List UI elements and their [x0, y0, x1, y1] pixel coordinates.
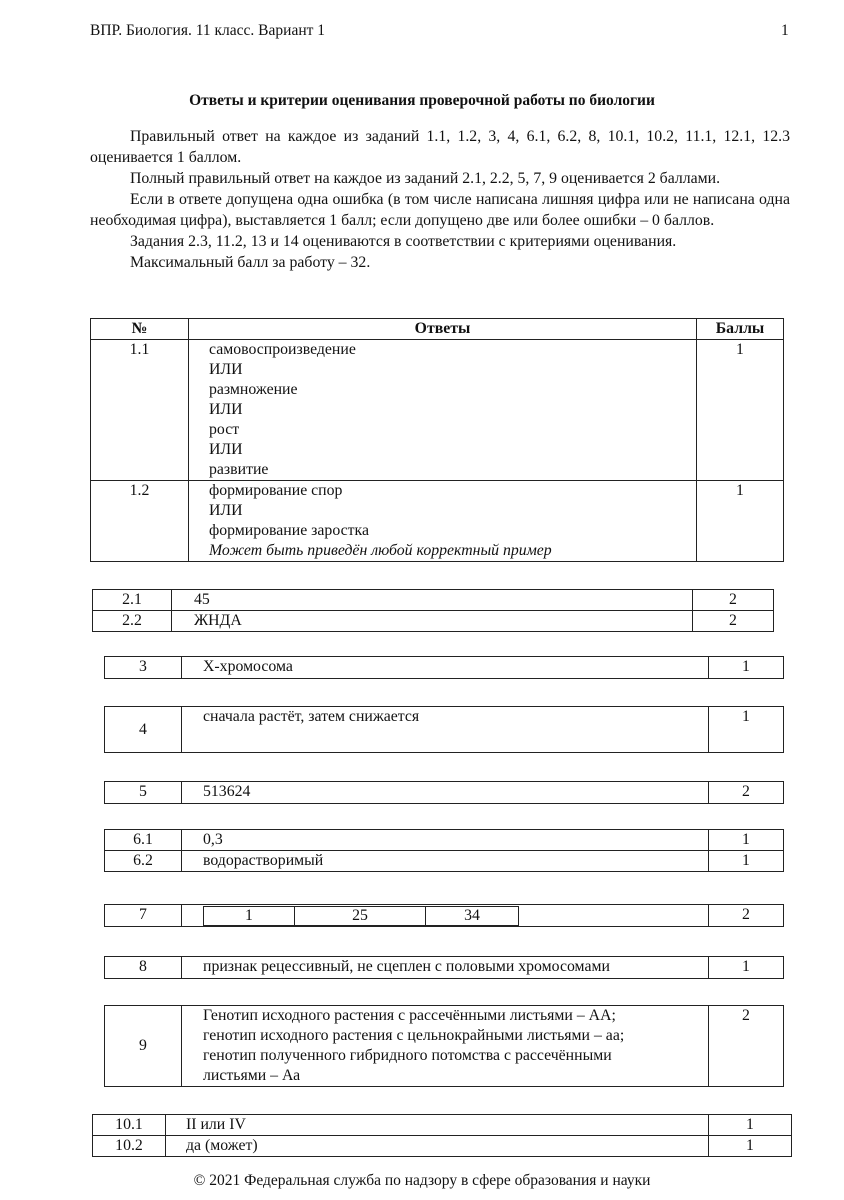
task-number: 1.1: [91, 340, 189, 481]
answer-note: Может быть приведён любой корректный пример: [209, 542, 552, 559]
table-row: [105, 830, 784, 851]
table-row: [91, 340, 784, 481]
answer-line: ИЛИ: [209, 401, 243, 418]
answers-table-8: [104, 956, 784, 979]
answers-table-9: [104, 1005, 784, 1087]
intro-paragraph: Максимальный балл за работу – 32.: [130, 254, 371, 271]
table-header-row: [91, 319, 784, 340]
task-number: 4: [105, 707, 182, 753]
task-answer: 513624: [182, 782, 709, 804]
task-number: 6.2: [105, 851, 182, 872]
page-number: 1: [781, 22, 789, 39]
answers-table-3: [104, 656, 784, 679]
sequence-cell: 1: [204, 907, 295, 926]
task-points: 1: [709, 707, 784, 753]
header-num: №: [91, 319, 189, 340]
header-answers: Ответы: [189, 319, 697, 340]
table-row: [105, 905, 784, 927]
answers-table-1: [90, 318, 784, 562]
task-number: 8: [105, 957, 182, 979]
task-answer: да (может): [166, 1136, 709, 1157]
answer-line: развитие: [209, 461, 269, 478]
answers-table-10: [92, 1114, 792, 1157]
task-answer: [189, 340, 697, 481]
intro-paragraph: Задания 2.3, 11.2, 13 и 14 оцениваются в соответствии с критериями оценивания.: [130, 233, 677, 250]
table-row: [93, 1115, 792, 1136]
answers-table-7: [104, 904, 784, 927]
task-points: 1: [709, 1115, 792, 1136]
intro-text: [90, 126, 790, 273]
table-row: [93, 611, 774, 632]
task-points: 2: [693, 611, 774, 632]
intro-paragraph: Полный правильный ответ на каждое из заданий 2.1, 2.2, 5, 7, 9 оценивается 2 баллами.: [130, 170, 721, 187]
answer-line: листьями – Аа: [203, 1067, 301, 1084]
task-number: 2.2: [93, 611, 172, 632]
answer-line: формирование заростка: [209, 522, 369, 539]
task-points: 1: [709, 830, 784, 851]
task-number: 2.1: [93, 590, 172, 611]
task-answer: признак рецессивный, не сцеплен с половыми хромосомами: [182, 957, 709, 979]
task-points: 1: [709, 657, 784, 679]
table-row: [93, 590, 774, 611]
answer-line: генотип полученного гибридного потомства с рассечёнными: [203, 1047, 612, 1064]
table-row: [105, 851, 784, 872]
task-number: 10.1: [93, 1115, 166, 1136]
answers-table-5: [104, 781, 784, 804]
task-answer: сначала растёт, затем снижается: [182, 707, 709, 753]
task-number: 3: [105, 657, 182, 679]
task-number: 10.2: [93, 1136, 166, 1157]
task-number: 1.2: [91, 481, 189, 562]
task-number: 7: [105, 905, 182, 927]
table-row: [105, 957, 784, 979]
task-points: 1: [709, 957, 784, 979]
answer-line: формирование спор: [209, 482, 343, 499]
task-answer: водорастворимый: [182, 851, 709, 872]
sequence-row: [204, 907, 519, 926]
answer-line: ИЛИ: [209, 361, 243, 378]
task-number: 9: [105, 1006, 182, 1087]
task-answer: [189, 481, 697, 562]
table-row: [105, 1006, 784, 1087]
task-points: 1: [709, 1136, 792, 1157]
task-points: 2: [693, 590, 774, 611]
page-header-title: ВПР. Биология. 11 класс. Вариант 1: [90, 22, 326, 39]
table-row: [105, 657, 784, 679]
header-points: Баллы: [697, 319, 784, 340]
task-points: 1: [709, 851, 784, 872]
answers-table-6: [104, 829, 784, 872]
answer-line: генотип исходного растения с цельнокрайными листьями – аа;: [203, 1027, 625, 1044]
table-row: [91, 481, 784, 562]
sequence-cell: 34: [426, 907, 519, 926]
task-answer: [182, 1006, 709, 1087]
answer-line: рост: [209, 421, 240, 438]
task-points: 1: [697, 340, 784, 481]
task-answer: 45: [172, 590, 693, 611]
sequence-grid: [203, 906, 519, 926]
task-number: 6.1: [105, 830, 182, 851]
task-answer: 0,3: [182, 830, 709, 851]
task-points: 2: [709, 905, 784, 927]
task-answer: II или IV: [166, 1115, 709, 1136]
task-answer: ЖНДА: [172, 611, 693, 632]
task-points: 2: [709, 782, 784, 804]
page-footer: © 2021 Федеральная служба по надзору в сфере образования и науки: [193, 1172, 651, 1189]
answers-table-2: [92, 589, 774, 632]
task-points: 1: [697, 481, 784, 562]
intro-paragraph: Если в ответе допущена одна ошибка (в том числе написана лишняя цифра или не написана одна необходимая цифра), выставляется 1 балл; если допущено две или более ошибки – 0 баллов.: [90, 191, 790, 229]
answer-line: Генотип исходного растения с рассечёнными листьями – АА;: [203, 1007, 616, 1024]
task-answer: Х-хромосома: [182, 657, 709, 679]
answer-line: ИЛИ: [209, 441, 243, 458]
answer-line: самовоспроизведение: [209, 341, 356, 358]
task-number: 5: [105, 782, 182, 804]
table-row: [105, 707, 784, 753]
intro-paragraph: Правильный ответ на каждое из заданий 1.1, 1.2, 3, 4, 6.1, 6.2, 8, 10.1, 10.2, 11.1, 12.1, 12.3 оценивается 1 баллом.: [90, 128, 790, 166]
sequence-cell: 25: [295, 907, 426, 926]
answer-line: ИЛИ: [209, 502, 243, 519]
answers-table-4: [104, 706, 784, 753]
table-row: [93, 1136, 792, 1157]
table-row: [105, 782, 784, 804]
task-answer: [182, 905, 709, 927]
task-points: 2: [709, 1006, 784, 1087]
answer-line: размножение: [209, 381, 298, 398]
document-title: Ответы и критерии оценивания проверочной работы по биологии: [189, 92, 655, 109]
